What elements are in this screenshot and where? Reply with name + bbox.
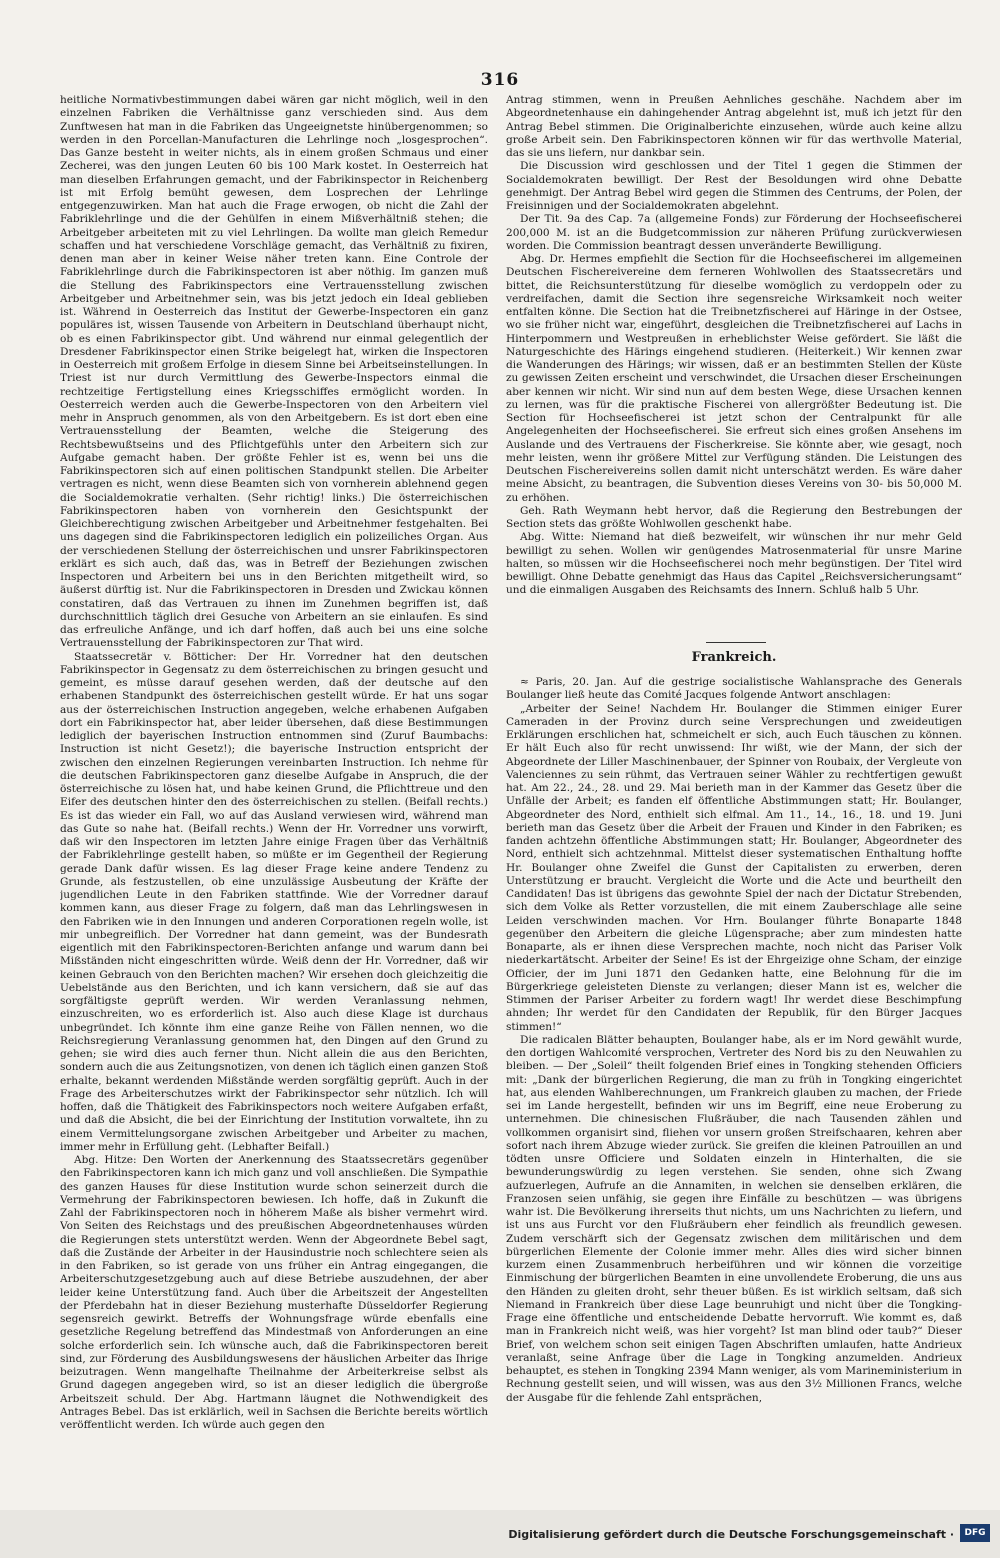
left-column: [60, 94, 488, 1504]
paragraph: Die radicalen Blätter behaupten, Boulanger habe, als er im Nord gewählt wurde, den dortigen Wahlcomité versprochen, Vertreter des Nord bis zu den Neuwahlen zu bleiben. — Der „Soleil“ theilt folgenden Brief eines in Tongking stehenden Officiers mit: „Dank der bürgerlichen Regierung, die man zu früh in Tongking eingerichtet hat, aus elenden Wahlberechnungen, um Frankreich glauben zu machen, der Friede sei im Lande hergestellt, befinden wir uns im Begriff, eine neue Eroberung zu unternehmen. Die chinesischen Flußräuber, die nach Tausenden zählen und vollkommen organisirt sind, fliehen vor unsern großen Streifschaaren, kehren aber sofort nach ihrem Abzuge wieder zurück. Sie greifen die kleinen Patrouillen an und tödten unsre Officiere und Soldaten einzeln in Hinterhalten, die sie bewunderungswürdig zu legen verstehen. Sie senden, ohne sich Zwang aufzuerlegen, Aufrufe an die Annamiten, in welchen sie denselben erklären, die Franzosen seien unfähig, sie gegen ihre Einfälle zu beschützen — was übrigens wahr ist. Die Bevölkerung ihrerseits thut nichts, um uns Nachrichten zu liefern, und ist uns aus Furcht vor den Flußräubern eher feindlich als freundlich gewesen. Zudem verschärft sich der Gegensatz zwischen dem militärischen und dem bürgerlichen Elemente der Colonie immer mehr. Alles dies wird sicher binnen kurzem einen Zusammenbruch herbeiführen und wir können die vorzeitige Einmischung der bürgerlichen Beamten in eine unvollendete Eroberung, die uns aus den Händen zu gleiten droht, sehr theuer büßen. Es ist wirklich seltsam, daß sich Niemand in Frankreich über diese Lage beunruhigt und nicht über die Tongking-Frage eine öffentliche und entscheidende Debatte hervorruft. Wie kommt es, daß man in Frankreich nicht weiß, was hier vorgeht? Ist man blind oder taub?“ Dieser Brief, von welchem schon seit einigen Tagen Abschriften umlaufen, hatte Andrieux veranlaßt, seine Anfrage über die Lage in Tongking anzumelden. Andrieux behauptet, es stehen in Tongking 2394 Mann weniger, als vom Marineministerium in Rechnung gestellt seien, und will wissen, was aus den 3½ Millionen Francs, welche der Ausgabe für die fehlende Zahl entsprächen,: [506, 1033, 962, 1404]
paragraph: Der Tit. 9a des Cap. 7a (allgemeine Fonds) zur Förderung der Hochseefischerei 200,000 M. ist an die Budgetcommission zur näheren Prüfung zurückverwiesen worden. Die Commission beantragt dessen unveränderte Bewilligung.: [506, 213, 962, 252]
page-number: 316: [480, 70, 520, 90]
footer-bar: [0, 1510, 1000, 1558]
right-column-bottom: [506, 676, 962, 1504]
paragraph: heitliche Normativbestimmungen dabei wären gar nicht möglich, weil in den einzelnen Fabriken die Verhältnisse ganz verschieden sind. Aus dem Zunftwesen hat man in die Fabriken das Ungeeignetste hinübergenommen; so werden in den Porcellan-Manufacturen die Lehrlinge noch „losgesprochen“. Das Ganze besteht in weiter nichts, als in einem großen Schmaus und einer Zecherei, was den jungen Leuten 60 bis 100 Mark kostet. In Oesterreich hat man dieselben Erfahrungen gemacht, und der Fabrikinspector in Reichenberg ist mit Erfolg bemüht gewesen, dem Losprechen der Lehrlinge entgegenzuwirken. Man hat auch die Frage erwogen, ob nicht die Zahl der Fabriklehrlinge und die der Gehülfen in einem Mißverhältniß stehen; die Arbeitgeber arbeiteten mit zu viel Lehrlingen. Da wollte man gleich Remedur schaffen und hat verschiedene Vorschläge gemacht, das Verhältniß zu fixiren, denen man aber in keiner Weise näher treten kann. Eine Controle der Fabriklehrlinge durch die Fabrikinspectoren ist aber nöthig. Im ganzen muß die Stellung des Fabrikinspectors eine Vertrauensstellung zwischen Arbeitgeber und Arbeitnehmer sein, was bis jetzt jedoch ein Ideal geblieben ist. Während in Oesterreich das Institut der Gewerbe-Inspectoren ein ganz populäres ist, wissen Tausende von Arbeitern in Deutschland überhaupt nicht, ob es einen Fabrikinspector gibt. Und während nur einmal gelegentlich der Dresdener Fabrikinspector einen Strike beigelegt hat, wirken die Inspectoren in Oesterreich mit großem Erfolge in diesem Sinne bei Arbeitseinstellungen. In Triest ist nur durch Vermittlung des Gewerbe-Inspectors einmal die rechtzeitige Fertigstellung eines Kriegsschiffes ermöglicht worden. In Oesterreich werden auch die Gewerbe-Inspectoren von den Arbeitern viel mehr in Anspruch genommen, als von den Arbeitgebern. Es ist dort eben eine Vertrauensstellung der Beamten, welche die Steigerung des Rechtsbewußtseins und des Pflichtgefühls unter den Arbeitern sich zur Aufgabe gemacht haben. Der größte Fehler ist es, wenn bei uns die Fabrikinspectoren sich auf einen politischen Standpunkt stellen. Die Arbeiter vertragen es nicht, wenn diese Beamten sich von vornherein ablehnend gegen die Socialdemokratie verhalten. (Sehr richtig! links.) Die österreichischen Fabrikinspectoren haben von vornherein den Gesichtspunkt der Gleichberechtigung zwischen Arbeitgeber und Arbeitnehmer festgehalten. Bei uns dagegen sind die Fabrikinspectoren lediglich ein polizeiliches Organ. Aus der verschiedenen Stellung der österreichischen und unsrer Fabrikinspectoren erklärt es sich auch, daß das, was in Betreff der Beziehungen zwischen Inspectoren und Arbeitern bei uns in den Berichten mitgetheilt wird, so äußerst dürftig ist. Nur die Fabrikinspectoren in Dresden und Zwickau können constatiren, daß das Vertrauen zu ihnen im Zunehmen begriffen ist, daß durchschnittlich täglich drei Gesuche von Arbeitern an sie einlaufen. Es sind das erfreuliche Anfänge, und ich darf hoffen, daß auch bei uns eine solche Vertrauensstellung der Fabrikinspectoren zur That wird.: [60, 94, 488, 650]
paragraph: Abg. Dr. Hermes empfiehlt die Section für die Hochseefischerei im allgemeinen Deutschen Fischereivereine dem ferneren Wohlwollen des Staatssecretärs und bittet, die Reichsunterstützung für dieselbe womöglich zu verdoppeln oder zu verdreifachen, damit die Section ihre segensreiche Wirksamkeit noch weiter entfalten könne. Die Section hat die Treibnetzfischerei auf Häringe in der Ostsee, wo sie früher nicht war, eingeführt, desgleichen die Treibnetzfischerei auf Lachs in Hinterpommern und Westpreußen in erheblichster Weise gefördert. Sie läßt die Naturgeschichte des Härings eingehend studieren. (Heiterkeit.) Wir kennen zwar die Wanderungen des Härings; wir wissen, daß er an bestimmten Stellen der Küste zu gewissen Zeiten erscheint und verschwindet, die Ursachen dieser Erscheinungen aber kennen wir nicht. Wir sind nun auf dem besten Wege, diese Ursachen kennen zu lernen, was für die praktische Fischerei von allergrößter Bedeutung ist. Die Section für Hochseefischerei ist jetzt schon der Centralpunkt für alle Angelegenheiten der Hochseefischerei. Sie erfreut sich eines großen Ansehens im Auslande und des Vertrauens der Fischerkreise. Sie könnte aber, wie gesagt, noch mehr leisten, wenn ihr größere Mittel zur Verfügung ständen. Die Leistungen des Deutschen Fischereivereins sollen damit nicht unterschätzt werden. Es wäre daher meine Absicht, zu beantragen, die Subvention dieses Vereins von 30- bis 50,000 M. zu erhöhen.: [506, 253, 962, 504]
paragraph: Abg. Witte: Niemand hat dieß bezweifelt, wir wünschen ihr nur mehr Geld bewilligt zu sehen. Wollen wir genügendes Matrosenmaterial für unsre Marine halten, so müssen wir die Hochseefischerei noch mehr begünstigen. Der Titel wird bewilligt. Ohne Debatte genehmigt das Haus das Capitel „Reichsversicherungsamt“ und die einmaligen Ausgaben des Reichsamts des Innern. Schluß halb 5 Uhr.: [506, 531, 962, 597]
paragraph: Die Discussion wird geschlossen und der Titel 1 gegen die Stimmen der Socialdemokraten bewilligt. Der Rest der Besoldungen wird ohne Debatte genehmigt. Der Antrag Bebel wird gegen die Stimmen des Centrums, der Polen, der Freisinnigen und der Socialdemokraten abgelehnt.: [506, 160, 962, 212]
paragraph: Geh. Rath Weymann hebt hervor, daß die Regierung den Bestrebungen der Section stets das größte Wohlwollen geschenkt habe.: [506, 504, 962, 530]
dfg-logo[interactable]: DFG: [960, 1524, 990, 1542]
paragraph: Antrag stimmen, wenn in Preußen Aehnliches geschähe. Nachdem aber im Abgeordnetenhause ein dahingehender Antrag abgelehnt ist, muß ich jetzt für den Antrag Bebel stimmen. Die Originalberichte einzusehen, würde auch keine allzu große Arbeit sein. Den Fabrikinspectoren können wir für das werthvolle Material, das sie uns liefern, nur dankbar sein.: [506, 94, 962, 159]
section-divider: [706, 642, 766, 643]
footer-credit: Digitalisierung gefördert durch die Deutsche Forschungsgemeinschaft ·: [508, 1528, 954, 1541]
right-column-top: [506, 94, 962, 634]
paragraph: ≈ Paris, 20. Jan. Auf die gestrige socialistische Wahlansprache des Generals Boulanger ließ heute das Comité Jacques folgende Antwort anschlagen:: [506, 676, 962, 702]
paragraph: Abg. Hitze: Den Worten der Anerkennung des Staatssecretärs gegenüber den Fabrikinspectoren kann ich mich ganz und voll anschließen. Die Sympathie des ganzen Hauses für diese Institution wurde schon seinerzeit durch die Vermehrung der Fabrikinspectoren bewiesen. Ich hoffe, daß in Zukunft die Zahl der Fabrikinspectoren noch in höherem Maße als bisher vermehrt wird. Von Seiten des Reichstags und des preußischen Abgeordnetenhauses würden die Regierungen stets unterstützt werden. Wenn der Abgeordnete Bebel sagt, daß die Zustände der Arbeiter in der Hausindustrie noch schlechtere seien als in den Fabriken, so ist gerade von uns früher ein Antrag eingegangen, die Arbeiterschutzgesetzgebung auch auf diese Betriebe auszudehnen, der aber leider keine Unterstützung fand. Auch über die Arbeitszeit der Angestellten der Pferdebahn hat in dieser Beziehung musterhafte Düsseldorfer Regierung segensreich gewirkt. Betreffs der Wohnungsfrage würde ebenfalls eine gesetzliche Regelung betreffend das Mindestmaß von Anforderungen an eine solche erforderlich sein. Ich wünsche auch, daß die Fabrikinspectoren bereit sind, zur Förderung des Ausbildungswesens der häuslichen Arbeiter das Ihrige beizutragen. Wenn mangelhafte Theilnahme der Arbeiterkreise selbst als Grund dagegen angegeben wird, so ist an dieser lediglich die übergroße Arbeitszeit schuld. Der Abg. Hartmann läugnet die Nothwendigkeit des Antrages Bebel. Das ist erklärlich, weil in Sachsen die Berichte bereits wörtlich veröffentlicht werden. Ich würde auch gegen den: [60, 1154, 488, 1431]
section-heading: Frankreich.: [691, 650, 777, 665]
paragraph: „Arbeiter der Seine! Nachdem Hr. Boulanger die Stimmen einiger Eurer Cameraden in der Provinz durch seine Versprechungen und zweideutigen Erklärungen erschlichen hat, schmeichelt er sich, auch Euch täuschen zu können. Er hält Euch also für recht unwissend: Ihr wißt, wie der Mann, der sich der Abgeordnete der Liller Maschinenbauer, der Spinner von Roubaix, der Vergleute von Valenciennes zu sein rühmt, das Vertrauen seiner Wähler zu rechtfertigen gewußt hat. Am 22., 24., 28. und 29. Mai berieth man in der Kammer das Gesetz über die Unfälle der Arbeit; es fanden elf öffentliche Abstimmungen statt; Hr. Boulanger, Abgeordneter des Nord, enthielt sich elfmal. Am 11., 14., 16., 18. und 19. Juni berieth man das Gesetz über die Arbeit der Frauen und Kinder in den Fabriken; es fanden achtzehn öffentliche Abstimmungen statt; Hr. Boulanger, Abgeordneter des Nord, enthielt sich achtzehnmal. Mittelst dieser systematischen Enthaltung hoffte Hr. Boulanger ohne Zweifel die Gunst der Capitalisten zu erwerben, deren Unterstützung er braucht. Vergleicht die Worte und die Acte und beurtheilt den Candidaten! Das ist übrigens das gewohnte Spiel der nach der Dictatur Strebenden, sich dem Volke als Retter vorzustellen, die mit einem Zauberschlage alle seine Leiden verschwinden machen. Vor Hrn. Boulanger führte Bonaparte 1848 gegenüber den Arbeitern die gleiche Lügensprache; aber zum mindesten hatte Bonaparte, als er ihnen diese Versprechen machte, noch nicht das Pariser Volk niederkartätscht. Arbeiter der Seine! Es ist der Ehrgeizige ohne Scham, der einzige Officier, der im Juni 1871 den Gedanken hatte, eine Belohnung für die im Bürgerkriege geleisteten Dienste zu verlangen; dieser Mann ist es, welcher die Stimmen der Pariser Arbeiter zu fordern wagt! Ihr werdet diese Beschimpfung ahnden; Ihr werdet für den Candidaten der Republik, für den Bürger Jacques stimmen!“: [506, 702, 962, 1033]
paragraph: Staatssecretär v. Bötticher: Der Hr. Vorredner hat den deutschen Fabrikinspector in Gegensatz zu dem österreichischen zu bringen gesucht und gemeint, es müsse darauf gesehen werden, daß der deutsche auf den erhabenen Standpunkt des österreichischen gestellt würde. Er hat uns sogar aus der österreichischen Instruction angegeben, welche erhabenen Aufgaben dort ein Fabrikinspector hat, aber leider übersehen, daß diese Bestimmungen lediglich der bayerischen Instruction entnommen sind (Zuruf Baumbachs: Instruction ist nicht Gesetz!); die bayerische Instruction entspricht der zwischen den einzelnen Regierungen vereinbarten Instruction. Ich nehme für die deutschen Fabrikinspectoren ganz dieselbe Aufgabe in Anspruch, die der österreichische zu lösen hat, und habe keinen Grund, die Pflichttreue und den Eifer des deutschen hinter den des österreichischen zu stellen. (Beifall rechts.) Es ist das wieder ein Fall, wo auf das Ausland verwiesen wird, während man das Gute so nahe hat. (Beifall rechts.) Wenn der Hr. Vorredner uns vorwirft, daß wir den Inspectoren im letzten Jahre einige Fragen über das Verhältniß der Fabriklehrlinge gestellt haben, so müßte er im Gegentheil der Regierung gerade Dank dafür wissen. Es lag dieser Frage keine andere Tendenz zu Grunde, als festzustellen, ob eine unzulässige Ausbeutung der Kräfte der jugendlichen Leute in den Fabriken stattfinde. Wie der Vorredner darauf kommen kann, aus dieser Frage zu folgern, daß man das Lehrlingswesen in den Fabriken wie in den Innungen und anderen Corporationen regeln wolle, ist mir unbegreiflich. Der Vorredner hat dann gemeint, was der Bundesrath eigentlich mit den Fabrikinspectoren-Berichten anfange und warum dann bei Mißständen nicht eingeschritten würde. Weiß denn der Hr. Vorredner, daß wir keinen Gebrauch von den Berichten machen? Wir ersehen doch gleichzeitig die Uebelstände aus den Berichten, und ich kann versichern, daß sie auf das sorgfältigste geprüft werden. Wir werden Veranlassung nehmen, einzuschreiten, wo es erforderlich ist. Also auch diese Klage ist durchaus unbegründet. Ich könnte ihm eine ganze Reihe von Fällen nennen, wo die Reichsregierung Veranlassung genommen hat, den Dingen auf den Grund zu gehen; sie wird dies auch ferner thun. Nicht allein die aus den Berichten, sondern auch die aus Zeitungsnotizen, von denen ich täglich einen ganzen Stoß erhalte, bekannt werdenden Mißstände werden sorgfältig geprüft. Auch in der Frage des Arbeiterschutzes wirkt der Fabrikinspector sehr nützlich. Ich will hoffen, daß die Thätigkeit des Fabrikinspectors noch weitere Aufgaben erfaßt, und daß die Absicht, die bei der Einrichtung der Institution vorwaltete, ihn zu einem Vermittelungsorgane zwischen Arbeitgeber und Arbeiter zu machen, immer mehr in Erfüllung geht. (Lebhafter Beifall.): [60, 650, 488, 1153]
